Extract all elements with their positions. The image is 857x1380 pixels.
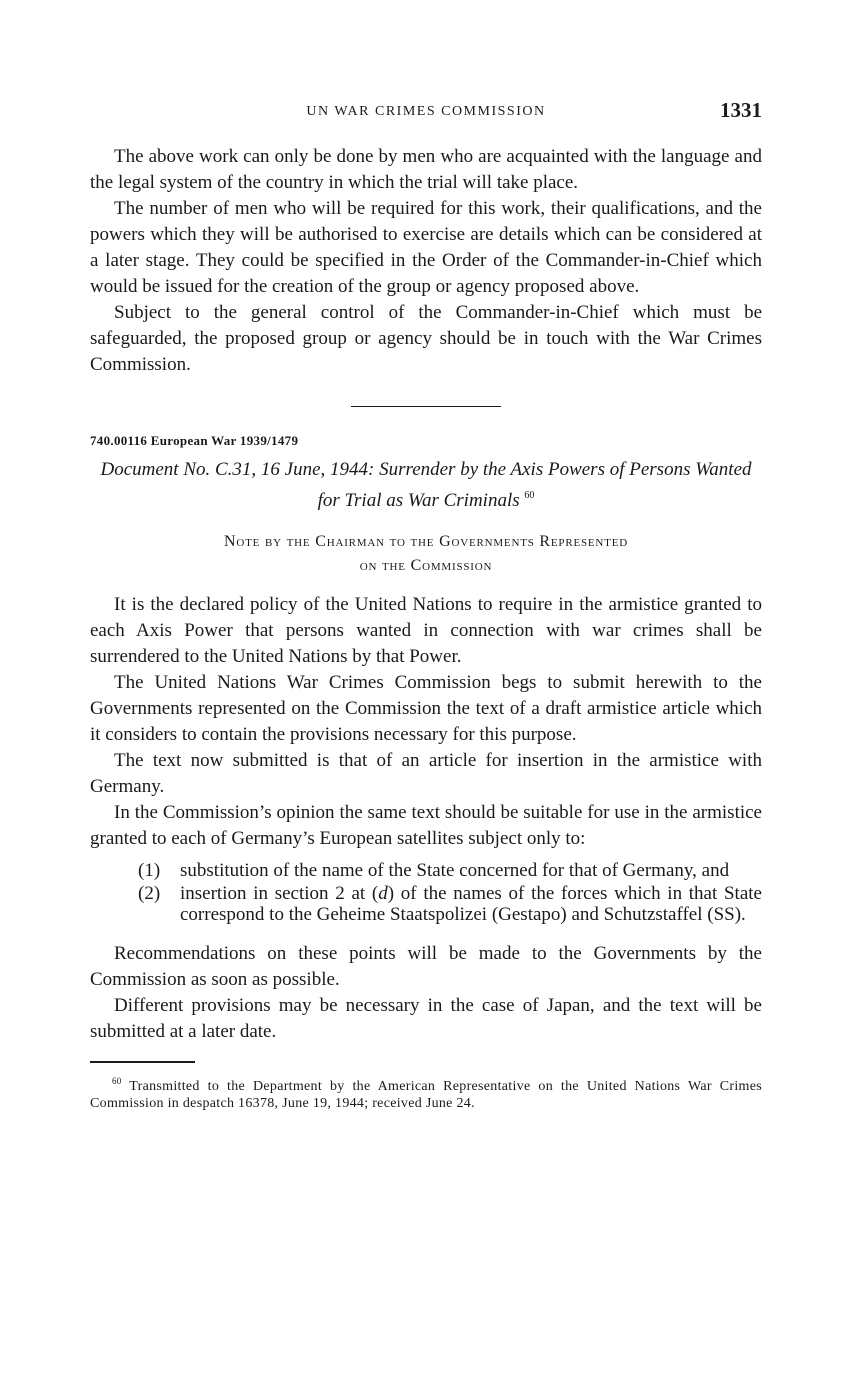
paragraph: The number of men who will be required for this work, their qualifications, and the powers which they will be authorised to exercise are details which can be considered at a later stage. They could be specified in the Order of the Commander-in-Chief which would be issued for the creation of the group or agency proposed above.	[90, 198, 762, 297]
paragraph: The text now submitted is that of an article for insertion in the armistice with Germany.	[90, 750, 762, 797]
footnote-text: Transmitted to the Department by the American Representative on the United Nations War Crimes Commission in despatch 16378, June 19, 1944; received June 24.	[90, 1079, 762, 1111]
list-item-number: (1)	[138, 860, 161, 881]
paragraph: The above work can only be done by men who are acquainted with the language and the legal system of the country in which the trial will take place.	[90, 146, 762, 193]
paragraph: Different provisions may be necessary in the case of Japan, and the text will be submitted at a later date.	[90, 995, 762, 1042]
footnote-divider	[90, 1061, 195, 1063]
note-heading-line: on the Commission	[359, 557, 493, 574]
document-title	[90, 457, 762, 514]
paragraph: In the Commission’s opinion the same text should be suitable for use in the armistice granted to each of Germany’s European satellites subject only to:	[90, 802, 762, 849]
list-item-text: substitution of the name of the State concerned for that of Germany, and	[180, 860, 730, 881]
document-title-text: Document No. C.31, 16 June, 1944: Surrender by the Axis Powers of Persons Wanted for Trial as War Criminals	[100, 459, 752, 511]
list-item-letter: d	[378, 883, 388, 904]
note-heading-line: Note by the Chairman to the Governments Represented	[224, 533, 628, 550]
paragraph: Recommendations on these points will be made to the Governments by the Commission as soon as possible.	[90, 943, 762, 990]
running-head	[90, 98, 762, 128]
file-number: 740.00116 European War 1939/1479	[90, 433, 299, 448]
paragraph: The United Nations War Crimes Commission begs to submit herewith to the Governments represented on the Commission the text of a draft armistice article which it considers to contain the provisions necessary for this purpose.	[90, 672, 762, 745]
running-title: UN WAR CRIMES COMMISSION	[306, 104, 546, 119]
footnote-ref: 60	[524, 490, 535, 501]
section-divider	[351, 406, 501, 407]
list-item-number: (2)	[138, 883, 161, 904]
list-item	[138, 860, 762, 881]
list-item	[138, 883, 762, 925]
list-item-text: insertion in section 2 at (	[180, 883, 379, 904]
paragraph: It is the declared policy of the United Nations to require in the armistice granted to each Axis Power that persons wanted in connection with war crimes shall be surrendered to the United Nations by that Power.	[90, 594, 762, 667]
page-number: 1331	[720, 98, 762, 122]
list-item-text: ) of the names of the forces which in that State correspond to the Geheime Staatspolizei (Gestapo) and Schutzstaffel (SS).	[180, 883, 762, 925]
document-page	[90, 98, 762, 1112]
footnote-marker: 60	[112, 1076, 122, 1086]
note-heading	[90, 530, 762, 578]
paragraph: Subject to the general control of the Commander-in-Chief which must be safeguarded, the proposed group or agency should be in touch with the War Crimes Commission.	[90, 302, 762, 375]
footnote	[90, 1073, 762, 1112]
enumerated-list	[90, 860, 762, 925]
